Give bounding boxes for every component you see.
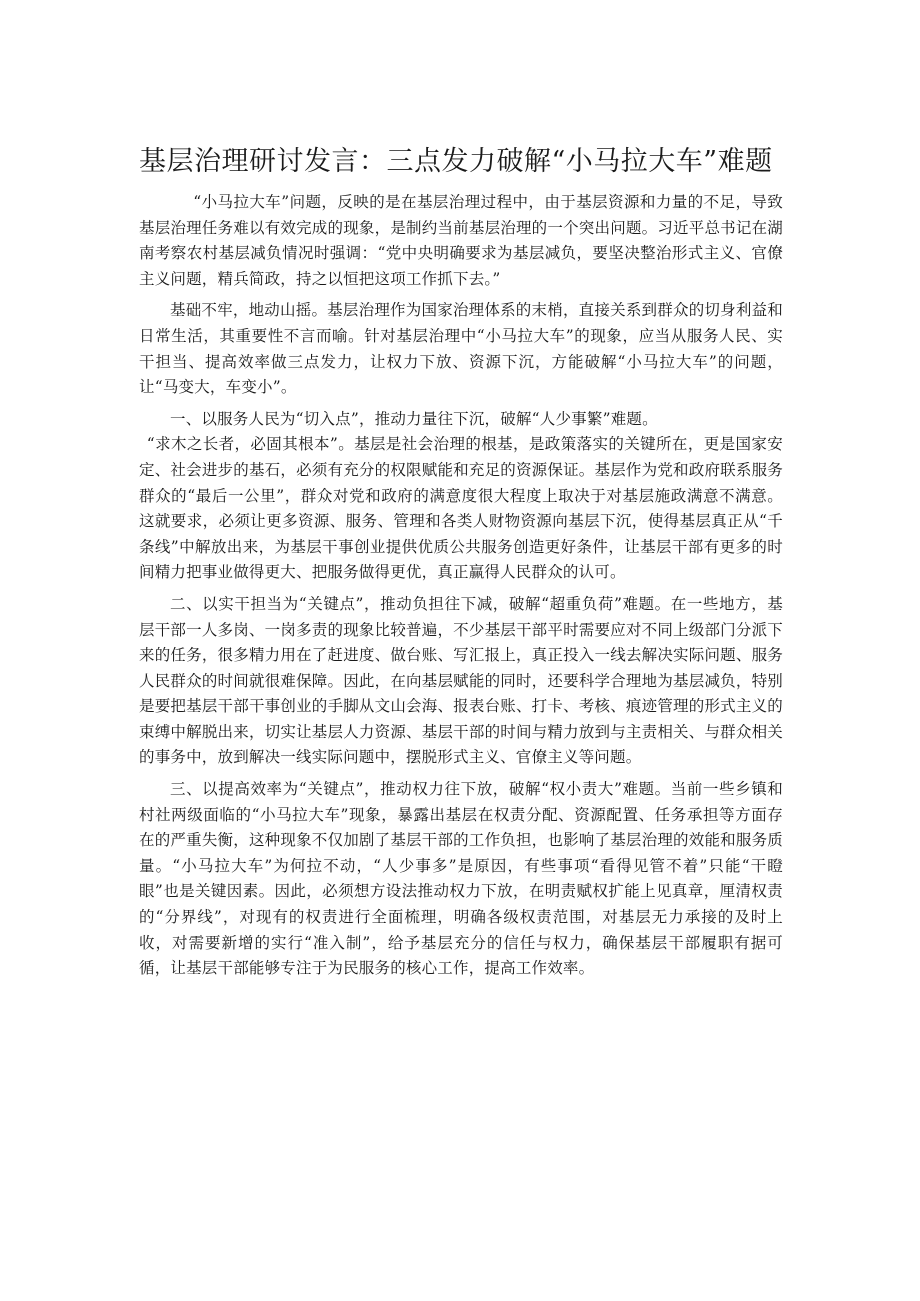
document-page [139, 140, 783, 988]
paragraph-section-1: “求木之长者，必固其根本”。基层是社会治理的根基，是政策落实的关键所在，更是国家安定、社会进步的基石，必须有充分的权限赋能和充足的资源保证。基层作为党和政府联系服务群众的“最后一公里”，群众对党和政府的满意度很大程度上取决于对基层施政满意不满意。这就要求，必须让更多资源、服务、管理和各类人财物资源向基层下沉，使得基层真正从“千条线”中解放出来，为基层干事创业提供优质公共服务创造更好条件，让基层干部有更多的时间精力把事业做得更大、把服务做得更优，真正赢得人民群众的认可。 [139, 435, 783, 582]
paragraph-section-3: 三、以提高效率为“关键点”，推动权力往下放，破解“权小责大”难题。当前一些乡镇和村社两级面临的“小马拉大车”现象，暴露出基层在权责分配、资源配置、任务承担等方面存在的严重失衡，这种现象不仅加剧了基层干部的工作负担，也影响了基层治理的效能和服务质量。“小马拉大车”为何拉不动，“人少事多”是原因，有些事项“看得见管不着”只能“干瞪眼”也是关键因素。因此，必须想方设法推动权力下放，在明责赋权扩能上见真章，厘清权责的“分界线”，对现有的权责进行全面梳理，明确各级权责范围，对基层无力承接的及时上收，对需要新增的实行“准入制”，给予基层充分的信任与权力，确保基层干部履职有据可循，让基层干部能够专注于为民服务的核心工作，提高工作效率。 [139, 780, 783, 978]
paragraph-intro: “小马拉大车”问题，反映的是在基层治理过程中，由于基层资源和力量的不足，导致基层治理任务难以有效完成的现象，是制约当前基层治理的一个突出问题。习近平总书记在湖南考察农村基层减负情况时强调：“党中央明确要求为基层减负，要坚决整治形式主义、官僚主义问题，精兵简政，持之以恒把这项工作抓下去。” [139, 193, 783, 288]
section-heading-1: 一、以服务人民为“切入点”，推动力量往下沉，破解“人少事繁”难题。 [170, 409, 658, 428]
paragraph-foundation: 基础不牢，地动山摇。基层治理作为国家治理体系的末梢，直接关系到群众的切身利益和日常生活，其重要性不言而喻。针对基层治理中“小马拉大车”的现象，应当从服务人民、实干担当、提高效率做三点发力，让权力下放、资源下沉，方能破解“小马拉大车”的问题，让“马变大，车变小”。 [139, 301, 783, 397]
document-title: 基层治理研讨发言：三点发力破解“小马拉大车”难题 [139, 146, 773, 177]
paragraph-section-2: 二、以实干担当为“关键点”，推动负担往下减，破解“超重负荷”难题。在一些地方，基层干部一人多岗、一岗多责的现象比较普遍，不少基层干部平时需要应对不同上级部门分派下来的任务，很多精力用在了赶进度、做台账、写汇报上，真正投入一线去解决实际问题、服务人民群众的时间就很难保障。因此，在向基层赋能的同时，还要科学合理地为基层减负，特别是要把基层干部干事创业的手脚从文山会海、报表台账、打卡、考核、痕迹管理的形式主义的束缚中解脱出来，切实让基层人力资源、基层干部的时间与精力放到与主责相关、与群众相关的事务中，放到解决一线实际问题中，摆脱形式主义、官僚主义等问题。 [139, 594, 783, 767]
